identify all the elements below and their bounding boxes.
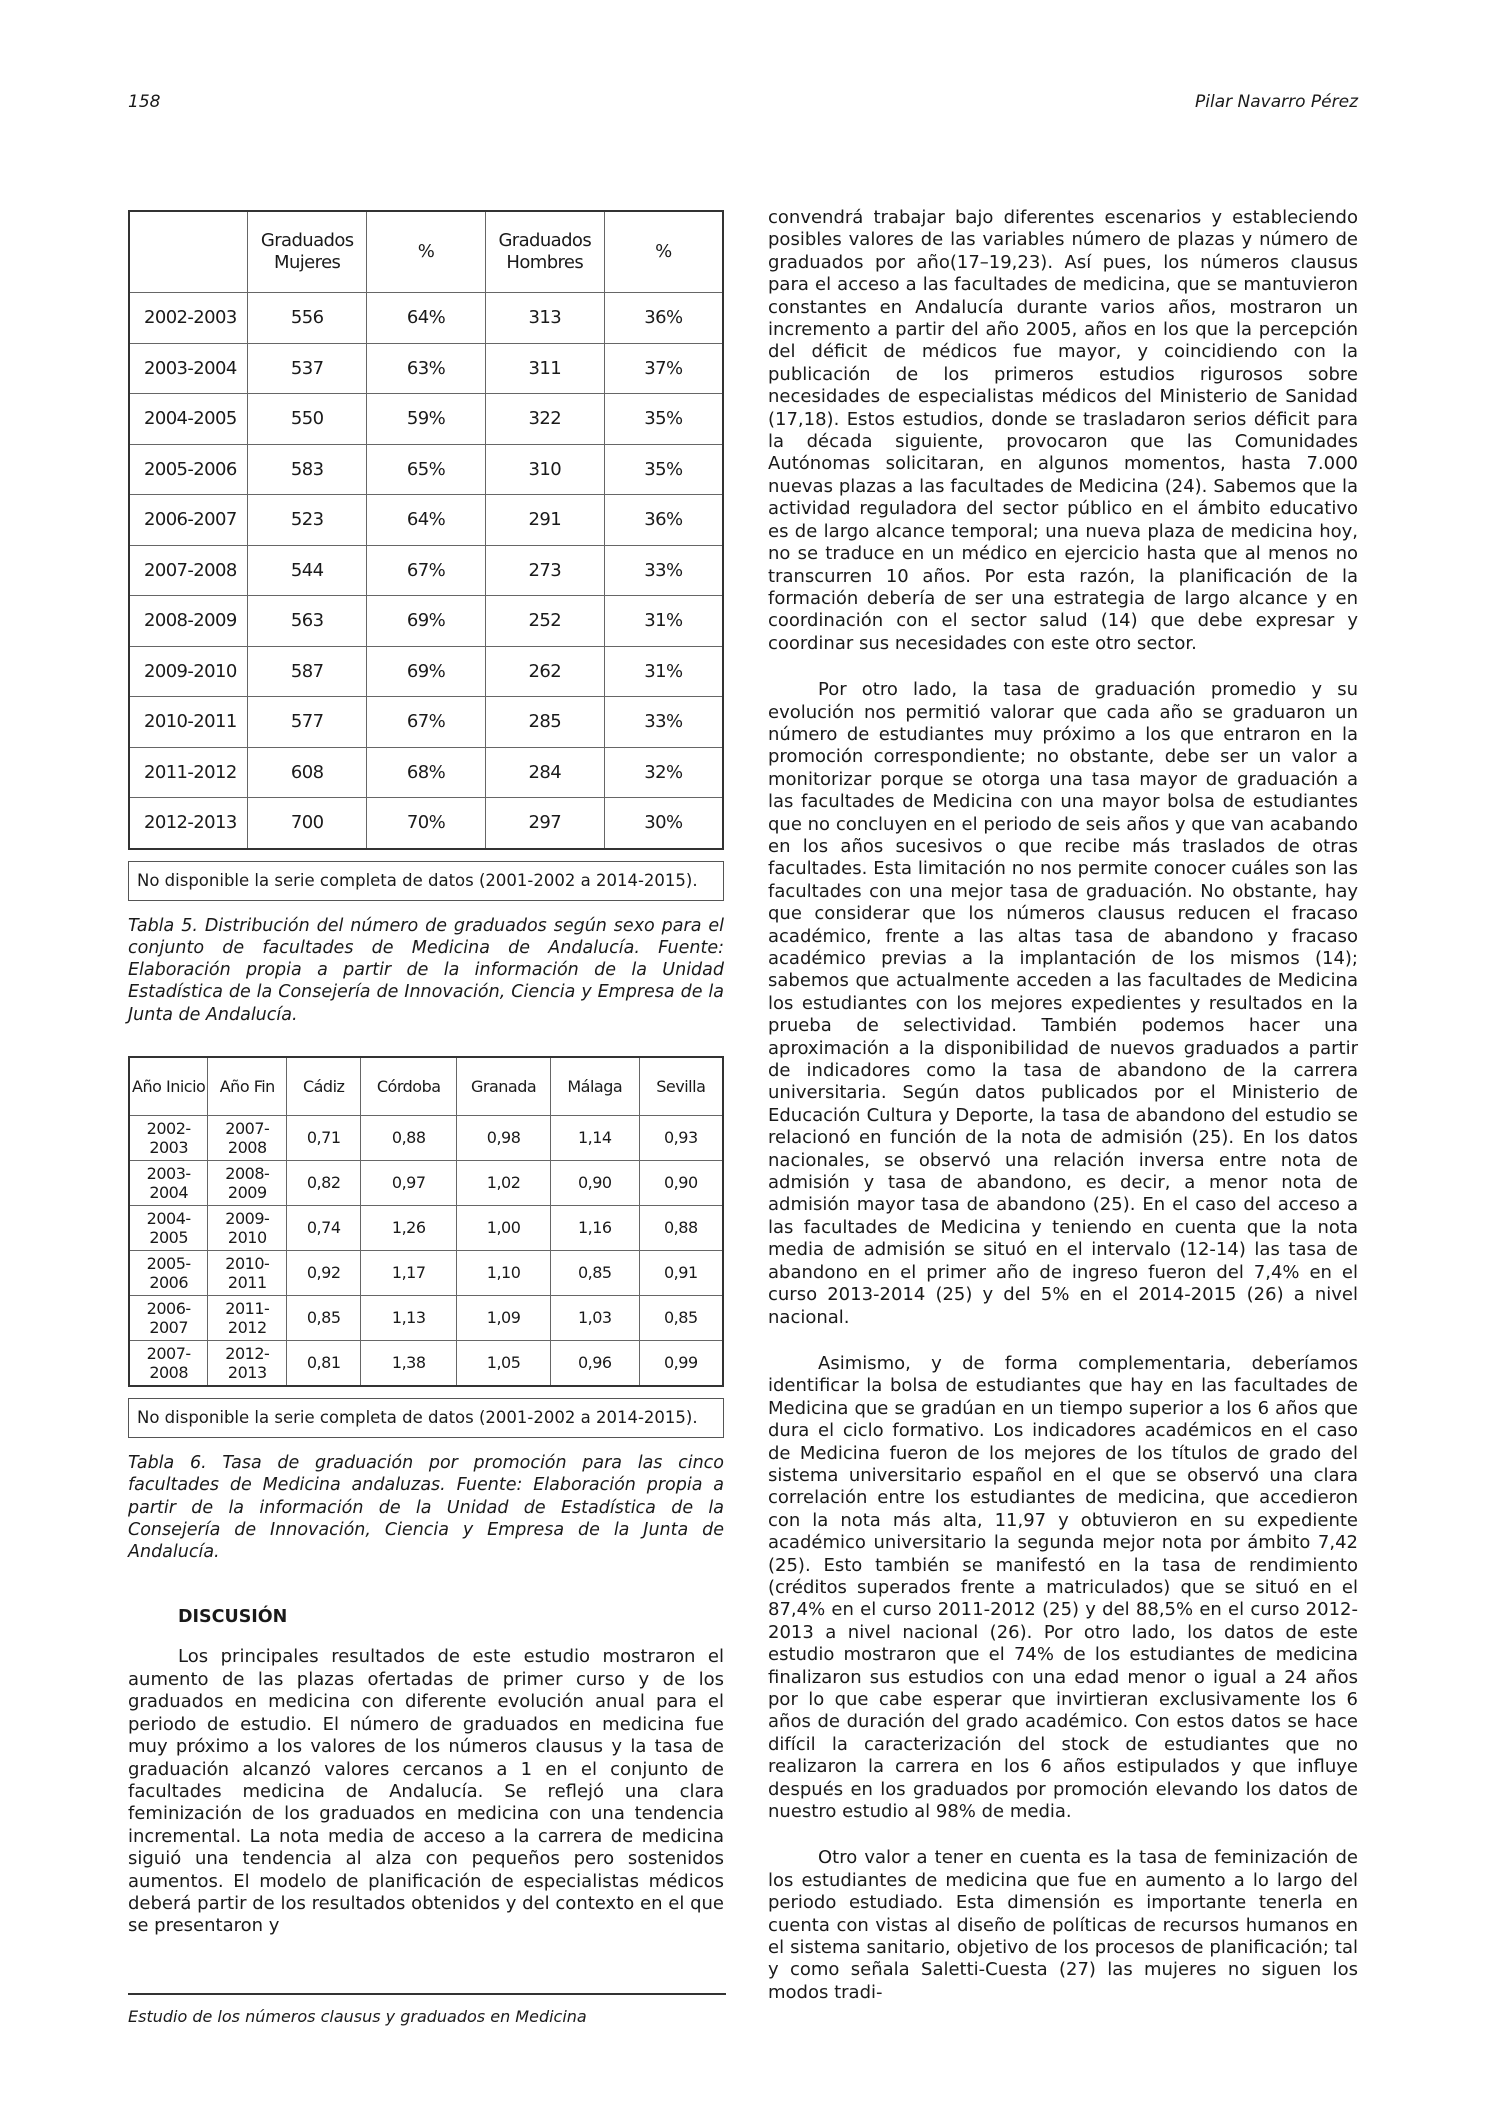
table-cell: 2010-2011 xyxy=(208,1250,287,1295)
table-cell: 544 xyxy=(248,545,367,596)
table-cell: 2006-2007 xyxy=(129,495,248,546)
table-cell: 583 xyxy=(248,444,367,495)
table-cell: 0,92 xyxy=(287,1250,361,1295)
table-cell: 0,90 xyxy=(550,1160,639,1205)
table-cell: 1,26 xyxy=(361,1205,457,1250)
table-cell: 313 xyxy=(485,293,604,344)
table-row xyxy=(129,646,723,697)
body-paragraph: convendrá trabajar bajo diferentes escenarios y estableciendo posibles valores de las variables número de plazas y número de graduados por año(17–19,23). Así pues, los números clausus para el acceso a las facultades de medicina, que se mantuvieron constantes en Andalucía durante varios años, mostraron un incremento a partir del año 2005, años en los que la percepción del déficit de médicos fue mayor, y coincidiendo con la publicación de los primeros estudios rigurosos sobre necesidades de especialistas médicos del Ministerio de Sanidad (17,18). Estos estudios, donde se trasladaron serios déficit para la década siguiente, provocaron que las Comunidades Autónomas solicitaran, en algunos momentos, hasta 7.000 nuevas plazas a las facultades de Medicina (24). Sabemos que la actividad reguladora del sector público en el ámbito educativo es de largo alcance temporal; una nueva plaza de medicina hoy, no se traduce en un médico en ejercicio hasta que al menos no transcurren 10 años. Por esta razón, la planificación de la formación debería de ser una estrategia de largo alcance y en coordinación con el sector salud (14) que debe expresar y coordinar sus necesidades con este otro sector. xyxy=(768,207,1358,654)
table-cell: 70% xyxy=(367,798,486,849)
table-cell: 2004-2005 xyxy=(129,394,248,445)
table-cell: 69% xyxy=(367,596,486,647)
table-cell: 0,88 xyxy=(361,1115,457,1160)
table-cell: 2003-2004 xyxy=(129,343,248,394)
table-cell: 0,82 xyxy=(287,1160,361,1205)
table-cell: 64% xyxy=(367,495,486,546)
table-cell: 284 xyxy=(485,747,604,798)
table-cell: 2010-2011 xyxy=(129,697,248,748)
column-header: % xyxy=(604,211,723,293)
table-cell: 0,96 xyxy=(550,1340,639,1386)
column-header: Málaga xyxy=(550,1057,639,1116)
footer-rule xyxy=(128,1993,726,1995)
table-cell: 37% xyxy=(604,343,723,394)
table-cell: 35% xyxy=(604,394,723,445)
table-5-note: No disponible la serie completa de datos (2001-2002 a 2014-2015). xyxy=(128,861,724,901)
table-cell: 2005-2006 xyxy=(129,1250,208,1295)
table-cell: 0,85 xyxy=(287,1295,361,1340)
table-cell: 68% xyxy=(367,747,486,798)
table-row xyxy=(129,1295,723,1340)
table-cell: 2012-2013 xyxy=(208,1340,287,1386)
table-cell: 31% xyxy=(604,646,723,697)
table-cell: 587 xyxy=(248,646,367,697)
left-column xyxy=(128,210,724,1938)
column-header: Sevilla xyxy=(639,1057,723,1116)
table-row xyxy=(129,596,723,647)
table-row xyxy=(129,697,723,748)
table-cell: 0,98 xyxy=(457,1115,551,1160)
table-row xyxy=(129,1160,723,1205)
table-cell: 2009-2010 xyxy=(208,1205,287,1250)
table-cell: 550 xyxy=(248,394,367,445)
table-cell: 297 xyxy=(485,798,604,849)
table-row xyxy=(129,798,723,849)
table-cell: 0,71 xyxy=(287,1115,361,1160)
table-row xyxy=(129,1115,723,1160)
column-header: Año Inicio xyxy=(129,1057,208,1116)
table-cell: 291 xyxy=(485,495,604,546)
table-row xyxy=(129,1205,723,1250)
table-cell: 0,85 xyxy=(639,1295,723,1340)
table-row xyxy=(129,1340,723,1386)
table-row xyxy=(129,495,723,546)
table-cell: 2007-2008 xyxy=(129,545,248,596)
table-cell: 2005-2006 xyxy=(129,444,248,495)
table-cell: 2003-2004 xyxy=(129,1160,208,1205)
table-row xyxy=(129,747,723,798)
table-cell: 0,99 xyxy=(639,1340,723,1386)
discussion-heading: DISCUSIÓN xyxy=(178,1607,288,1628)
table-5 xyxy=(128,210,724,850)
table-cell: 310 xyxy=(485,444,604,495)
table-6-note: No disponible la serie completa de datos (2001-2002 a 2014-2015). xyxy=(128,1398,724,1438)
running-author: Pilar Navarro Pérez xyxy=(1195,92,1358,112)
table-cell: 2002-2003 xyxy=(129,1115,208,1160)
table-cell: 36% xyxy=(604,495,723,546)
table-6-caption: Tabla 6. Tasa de graduación por promoción para las cinco facultades de Medicina andaluzas. Fuente: Elaboración propia a partir de la información de la Unidad de Estadística de la Consejería de Innovación, Ciencia y Empresa de la Junta de Andalucía. xyxy=(128,1452,724,1563)
table-row xyxy=(129,293,723,344)
table-cell: 2009-2010 xyxy=(129,646,248,697)
column-header: Graduados Mujeres xyxy=(248,211,367,293)
table-row xyxy=(129,545,723,596)
table-row xyxy=(129,1250,723,1295)
table-cell: 2007-2008 xyxy=(208,1115,287,1160)
body-paragraph: Otro valor a tener en cuenta es la tasa de feminización de los estudiantes de medicina que fue en aumento a lo largo del periodo estudiado. Esta dimensión es importante tenerla en cuenta con vistas al diseño de políticas de recursos humanos en el sistema sanitario, objetivo de los procesos de planificación; tal y como señala Saletti-Cuesta (27) las mujeres no siguen los modos tradi- xyxy=(768,1847,1358,2003)
table-cell: 0,85 xyxy=(550,1250,639,1295)
table-cell: 1,16 xyxy=(550,1205,639,1250)
table-cell: 0,90 xyxy=(639,1160,723,1205)
body-paragraph: Asimismo, y de forma complementaria, deberíamos identificar la bolsa de estudiantes que hay en las facultades de Medicina que se gradúan en un tiempo superior a los 6 años que dura el ciclo formativo. Los indicadores académicos en el caso de Medicina fueron de los mejores de los títulos de grado del sistema universitario español en el que se observó una clara correlación entre los estudiantes de medicina, que accedieron con la nota más alta, 11,97 y obtuvieron en su expediente académico universitario la segunda mejor nota por ámbito 7,42 (25). Esto también se manifestó en la tasa de rendimiento (créditos superados frente a matriculados) que se situó en el 87,4% en el curso 2011-2012 (25) y del 88,5% en el curso 2012-2013 a nivel nacional (26). Por otro lado, los datos de este estudio mostraron que el 74% de los estudiantes de medicina finalizaron sus estudios con una edad menor o igual a 24 años por lo que cabe esperar que invirtieran exclusivamente los 6 años de duración del grado académico. Con estos datos se hace difícil la caracterización del stock de estudiantes que no realizaron la carrera en los 6 años estipulados y que influye después en los graduados por promoción elevando los datos de nuestro estudio al 98% de media. xyxy=(768,1352,1358,1823)
table-cell: 1,14 xyxy=(550,1115,639,1160)
column-header: % xyxy=(367,211,486,293)
table-cell: 64% xyxy=(367,293,486,344)
right-column xyxy=(768,207,1358,2004)
table-cell: 1,10 xyxy=(457,1250,551,1295)
table-cell: 2008-2009 xyxy=(208,1160,287,1205)
table-6 xyxy=(128,1056,724,1387)
table-cell: 2007-2008 xyxy=(129,1340,208,1386)
table-5-caption: Tabla 5. Distribución del número de graduados según sexo para el conjunto de facultades de Medicina de Andalucía. Fuente: Elaboración propia a partir de la información de la Unidad Estadística de la Consejería de Innovación, Ciencia y Empresa de la Junta de Andalucía. xyxy=(128,915,724,1025)
table-cell: 285 xyxy=(485,697,604,748)
table-cell: 2002-2003 xyxy=(129,293,248,344)
table-cell: 67% xyxy=(367,545,486,596)
table-cell: 36% xyxy=(604,293,723,344)
table-cell: 2012-2013 xyxy=(129,798,248,849)
table-cell: 311 xyxy=(485,343,604,394)
table-cell: 1,02 xyxy=(457,1160,551,1205)
table-cell: 537 xyxy=(248,343,367,394)
column-header: Cádiz xyxy=(287,1057,361,1116)
table-cell: 0,93 xyxy=(639,1115,723,1160)
table-cell: 1,00 xyxy=(457,1205,551,1250)
table-cell: 2011-2012 xyxy=(129,747,248,798)
table-cell: 0,81 xyxy=(287,1340,361,1386)
table-cell: 273 xyxy=(485,545,604,596)
table-cell: 262 xyxy=(485,646,604,697)
table-cell: 1,17 xyxy=(361,1250,457,1295)
table-cell: 608 xyxy=(248,747,367,798)
table-cell: 2006-2007 xyxy=(129,1295,208,1340)
table-cell: 0,88 xyxy=(639,1205,723,1250)
table-cell: 0,74 xyxy=(287,1205,361,1250)
table-cell: 700 xyxy=(248,798,367,849)
table-cell: 30% xyxy=(604,798,723,849)
table-cell: 1,13 xyxy=(361,1295,457,1340)
table-cell: 32% xyxy=(604,747,723,798)
table-cell: 523 xyxy=(248,495,367,546)
body-paragraph: Por otro lado, la tasa de graduación promedio y su evolución nos permitió valorar que cada año se graduaron un número de estudiantes muy próximo a los que entraron en la promoción correspondiente; no obstante, debe ser un valor a monitorizar porque se otorga una tasa mayor de graduación a las facultades de Medicina con una mayor bolsa de estudiantes que no concluyen en el periodo de seis años y que van acabando en los años sucesivos o que recibe más traslados de otras facultades. Esta limitación no nos permite conocer cuáles son las facultades con una mejor tasa de graduación. No obstante, hay que considerar que los números clausus reducen el fracaso académico, frente a las altas tasa de abandono y fracaso académico previas a la implantación de los mismos (14); sabemos que actualmente acceden a las facultades de Medicina los estudiantes con los mejores expedientes y resultados en la prueba de selectividad. También podemos hacer una aproximación a la disponibilidad de nuevos graduados a partir de indicadores como la tasa de abandono de la carrera universitaria. Según datos publicados por el Ministerio de Educación Cultura y Deporte, la tasa de abandono del estudio se relacionó en función de la nota de admisión (25). En los datos nacionales, se observó una relación inversa entre nota de admisión y tasa de abandono, es decir, a menor nota de admisión mayor tasa de abandono (25). En el caso del acceso a las facultades de Medicina y teniendo en cuenta que la nota media de admisión se situó en el intervalo (12-14) las tasa de abandono en el primer año de ingreso fueron del 7,4% en el curso 2013-2014 (25) y del 5% en el 2014-2015 (26) a nivel nacional. xyxy=(768,679,1358,1328)
column-header: Año Fin xyxy=(208,1057,287,1116)
table-cell: 65% xyxy=(367,444,486,495)
table-cell: 0,97 xyxy=(361,1160,457,1205)
discussion-paragraph: Los principales resultados de este estudio mostraron el aumento de las plazas ofertadas de primer curso y de los graduados en medicina con diferente evolución anual para el periodo de estudio. El número de graduados en medicina fue muy próximo a los valores de los números clausus y la tasa de graduación alcanzó valores cercanos a 1 en el conjunto de facultades medicina de Andalucía. Se reflejó una clara feminización de los graduados en medicina con una tendencia incremental. La nota media de acceso a la carrera de medicina siguió una tendencia al alza con pequeños pero sostenidos aumentos. El modelo de planificación de especialistas médicos deberá partir de los resultados obtenidos y del contexto en el que se presentaron y xyxy=(128,1646,724,1937)
table-cell: 33% xyxy=(604,697,723,748)
table-cell: 33% xyxy=(604,545,723,596)
table-cell: 2008-2009 xyxy=(129,596,248,647)
table-cell: 252 xyxy=(485,596,604,647)
table-cell: 59% xyxy=(367,394,486,445)
table-row xyxy=(129,394,723,445)
table-cell: 1,38 xyxy=(361,1340,457,1386)
column-header: Graduados Hombres xyxy=(485,211,604,293)
table-cell: 1,09 xyxy=(457,1295,551,1340)
table-cell: 1,03 xyxy=(550,1295,639,1340)
table-cell: 69% xyxy=(367,646,486,697)
table-cell: 35% xyxy=(604,444,723,495)
page-number: 158 xyxy=(128,92,161,112)
table-cell: 563 xyxy=(248,596,367,647)
table-cell: 2011-2012 xyxy=(208,1295,287,1340)
table-cell: 577 xyxy=(248,697,367,748)
column-header: Córdoba xyxy=(361,1057,457,1116)
table-cell: 322 xyxy=(485,394,604,445)
table-cell: 1,05 xyxy=(457,1340,551,1386)
table-row xyxy=(129,444,723,495)
table-cell: 2004-2005 xyxy=(129,1205,208,1250)
table-cell: 556 xyxy=(248,293,367,344)
table-cell: 67% xyxy=(367,697,486,748)
column-header xyxy=(129,211,248,293)
column-header: Granada xyxy=(457,1057,551,1116)
table-cell: 63% xyxy=(367,343,486,394)
table-cell: 0,91 xyxy=(639,1250,723,1295)
table-cell: 31% xyxy=(604,596,723,647)
footer-running-title: Estudio de los números clausus y graduados en Medicina xyxy=(128,2007,587,2026)
table-row xyxy=(129,343,723,394)
